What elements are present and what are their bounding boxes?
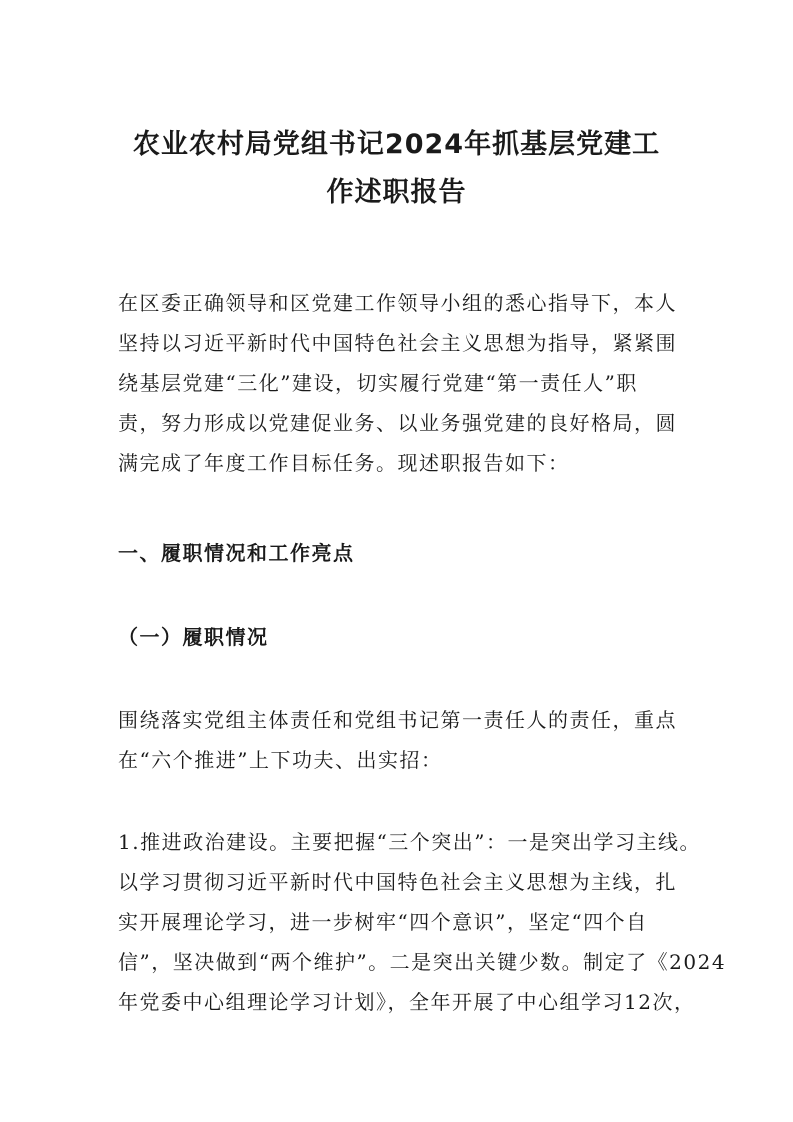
paragraph-line: 在“六个推进”上下功夫、出实招： (118, 748, 443, 772)
paragraph-line: 实开展理论学习，进一步树牢“四个意识”，坚定“四个自 (118, 910, 648, 934)
paragraph-line: 以学习贯彻习近平新时代中国特色社会主义思想为主线，扎 (118, 870, 677, 894)
paragraph-line: 绕基层党建“三化”建设，切实履行党建“第一责任人”职 (118, 371, 638, 395)
paragraph-line: 责，努力形成以党建促业务、以业务强党建的良好格局，圆 (118, 411, 677, 435)
political-construction-paragraph (118, 822, 727, 1022)
paragraph-line: 围绕落实党组主体责任和党组书记第一责任人的责任，重点 (118, 708, 677, 732)
subsection-heading: （一）履职情况 (118, 625, 269, 649)
section-heading: 一、履职情况和工作亮点 (118, 541, 355, 565)
paragraph-line: 在区委正确领导和区党建工作领导小组的悉心指导下，本人 (118, 291, 677, 315)
paragraph-line: 坚持以习近平新时代中国特色社会主义思想为指导，紧紧围 (118, 331, 677, 355)
paragraph-line: 1.推进政治建设。主要把握“三个突出”：一是突出学习主线。 (118, 830, 702, 854)
paragraph-line: 满完成了年度工作目标任务。现述职报告如下： (118, 451, 570, 475)
intro-paragraph (118, 283, 678, 483)
paragraph-line: 年党委中心组理论学习计划》，全年开展了中心组学习12次， (118, 990, 696, 1014)
document-title-line-1: 农业农村局党组书记2024年抓基层党建工 (132, 129, 661, 160)
paragraph-line: 信”，坚决做到“两个维护”。二是突出关键少数。制定了《2024 (118, 950, 727, 974)
responsibility-paragraph (118, 700, 678, 780)
document-title-line-2: 作述职报告 (326, 177, 467, 208)
